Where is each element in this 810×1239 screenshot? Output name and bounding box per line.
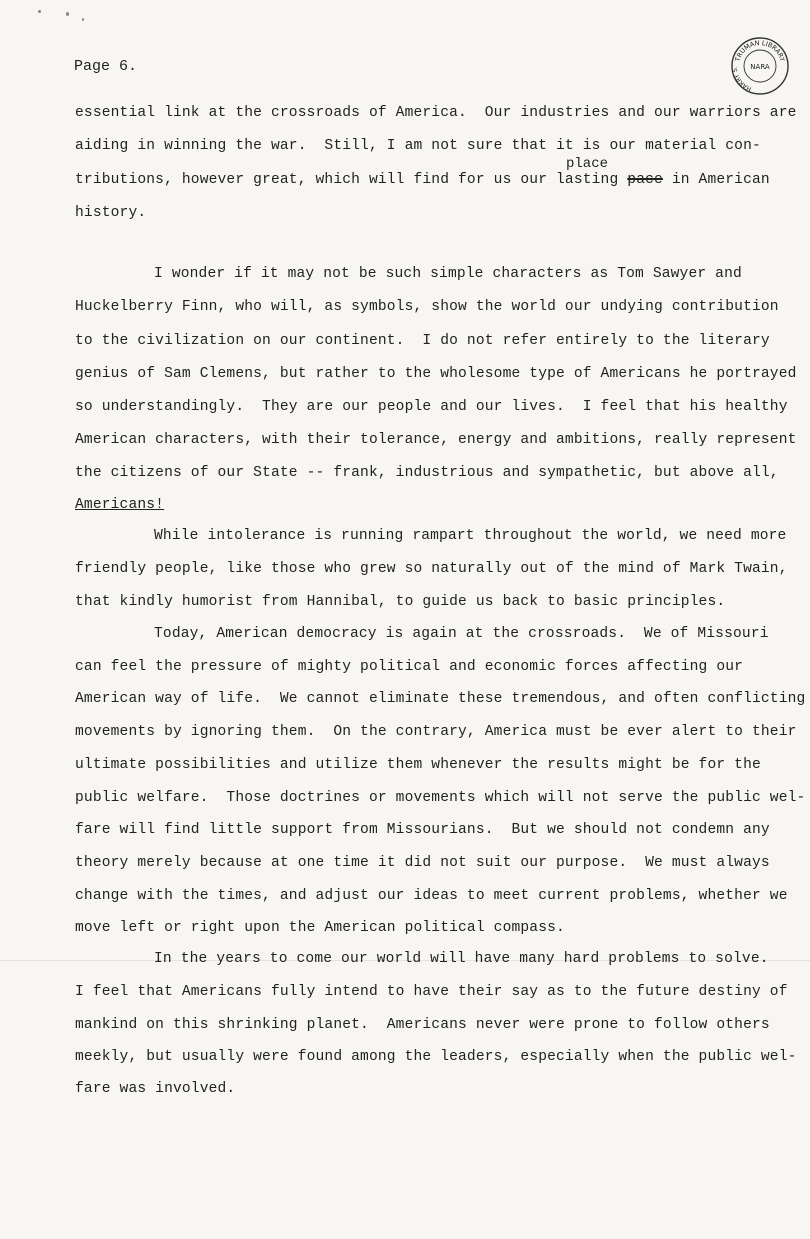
body-line: that kindly humorist from Hannibal, to guide us back to basic principles. (75, 594, 726, 610)
body-line: public welfare. Those doctrines or movements which will not serve the public wel- (75, 790, 806, 806)
stamp-center-text: NARA (750, 63, 770, 71)
archive-stamp (730, 36, 790, 96)
body-line: so understandingly. They are our people and our lives. I feel that his healthy (75, 399, 788, 415)
stamp-top-text: TRUMAN LIBRARY (733, 38, 787, 63)
body-line: Huckelberry Finn, who will, as symbols, show the world our undying contribution (75, 299, 779, 315)
body-line: move left or right upon the American political compass. (75, 920, 565, 936)
body-line: ultimate possibilities and utilize them whenever the results might be for the (75, 757, 761, 773)
body-line: aiding in winning the war. Still, I am not sure that it is our material con- (75, 138, 761, 154)
body-line: genius of Sam Clemens, but rather to the wholesome type of Americans he portrayed (75, 366, 797, 382)
body-line: history. (75, 205, 147, 221)
body-line: American way of life. We cannot eliminate these tremendous, and often conflicting (75, 691, 806, 707)
body-line: Today, American democracy is again at the crossroads. We of Missouri (154, 626, 769, 642)
body-line: the citizens of our State -- frank, industrious and sympathetic, but above all, (75, 465, 779, 481)
body-line: movements by ignoring them. On the contrary, America must be ever alert to their (75, 724, 797, 740)
underlined-word: Americans! (75, 497, 165, 513)
body-line: friendly people, like those who grew so naturally out of the mind of Mark Twain, (75, 561, 788, 577)
paper-speck (38, 10, 41, 13)
paper-speck (82, 18, 84, 21)
body-line: fare will find little support from Missourians. But we should not condemn any (75, 822, 770, 838)
line-text: in American (662, 172, 770, 188)
line-text: tributions, however great, which will find for us our lasting (75, 172, 628, 188)
body-line (75, 172, 770, 188)
body-line: to the civilization on our continent. I do not refer entirely to the literary (75, 333, 770, 349)
body-line: American characters, with their tolerance, energy and ambitions, really represent (75, 432, 797, 448)
body-line: I feel that Americans fully intend to have their say as to the future destiny of (75, 984, 788, 1000)
body-line: meekly, but usually were found among the leaders, especially when the public wel- (75, 1049, 797, 1065)
handwritten-insert: place (566, 156, 609, 172)
body-line: mankind on this shrinking planet. Americans never were prone to follow others (75, 1017, 770, 1033)
svg-text:TRUMAN LIBRARY (733, 39, 786, 63)
body-line: theory merely because at one time it did not suit our purpose. We must always (75, 855, 770, 871)
struck-word: pace (627, 172, 663, 188)
body-line: can feel the pressure of mighty political and economic forces affecting our (75, 659, 744, 675)
body-line: fare was involved. (75, 1081, 236, 1097)
page-number: Page 6. (74, 58, 138, 75)
body-line: change with the times, and adjust our ideas to meet current problems, whether we (75, 888, 788, 904)
body-line: In the years to come our world will have many hard problems to solve. (154, 951, 769, 967)
body-line: While intolerance is running rampart throughout the world, we need more (154, 528, 787, 544)
stamp-left-text: HARRY S. (731, 66, 753, 93)
paper-speck (66, 12, 69, 16)
body-line: I wonder if it may not be such simple characters as Tom Sawyer and (154, 266, 742, 282)
body-line: essential link at the crossroads of America. Our industries and our warriors are (75, 105, 797, 121)
